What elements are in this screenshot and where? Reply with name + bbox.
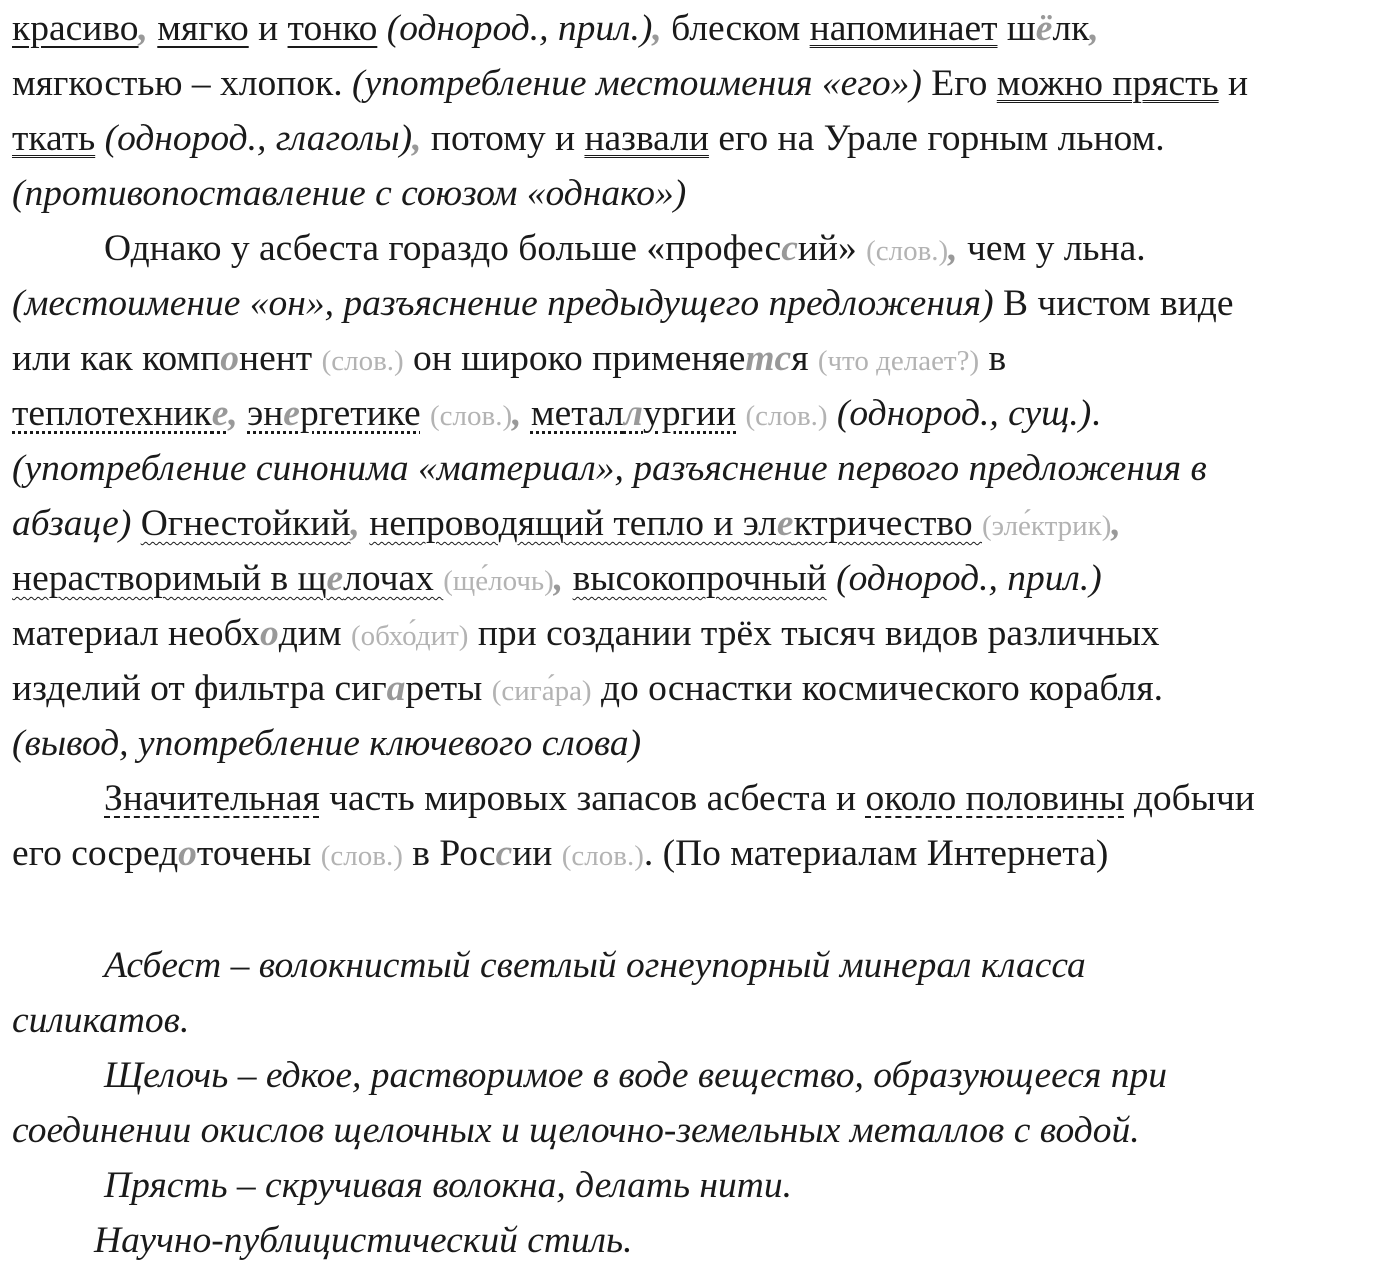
- word-part: метал: [530, 393, 624, 434]
- grammar-note: (местоимение «он», разъяснение предыдущего предложения): [12, 283, 994, 324]
- comma-mark: ,: [948, 228, 958, 269]
- glossary-asbest-line1: [104, 938, 1086, 993]
- grammar-note: абзаце): [12, 503, 132, 544]
- underlined-word: тонко: [287, 8, 378, 49]
- hint-note: (сига́ра): [491, 675, 592, 707]
- text: точены: [196, 833, 321, 874]
- glossary-text: Прясть – скручивая волокна, делать нити.: [104, 1165, 792, 1206]
- paragraph3-line2: [12, 826, 1108, 881]
- underlined-word: высокопрочный: [572, 558, 827, 599]
- text: [377, 8, 386, 49]
- underlined-word: около половины: [865, 778, 1125, 819]
- underlined-word: красиво: [12, 8, 139, 49]
- text: нент: [239, 338, 322, 379]
- paragraph2-line2: [12, 276, 1233, 331]
- text: ий»: [797, 228, 867, 269]
- grammar-note: (однород., прил.): [836, 558, 1102, 599]
- paragraph2-line3: [12, 331, 1006, 386]
- comma-mark: ,: [1089, 8, 1099, 49]
- text: и: [1218, 63, 1249, 104]
- text: потому и: [421, 118, 585, 159]
- text: [421, 393, 430, 434]
- text: и: [248, 8, 288, 49]
- glossary-text: соединении окислов щелочных и щелочно-земельных металлов с водой.: [12, 1110, 1140, 1151]
- word-part: лочах: [343, 558, 444, 599]
- glossary-text: Асбест – волокнистый светлый огнеупорный минерал класса: [104, 945, 1086, 986]
- comma-mark: ,: [1111, 503, 1121, 544]
- text: реты: [405, 668, 492, 709]
- highlighted-letter: а: [386, 668, 406, 709]
- text: .: [1091, 393, 1101, 434]
- highlighted-letter: е: [211, 393, 229, 434]
- paragraph3-line1: [104, 771, 1255, 826]
- underlined-word: [12, 393, 228, 434]
- hint-note: (что делает?): [817, 345, 980, 377]
- comma-mark: ,: [412, 118, 422, 159]
- text: Однако у асбеста гораздо больше «профес: [104, 228, 782, 269]
- underlined-word: [12, 558, 443, 599]
- text: или как комп: [12, 338, 221, 379]
- grammar-note: (однород., сущ.): [836, 393, 1092, 434]
- paragraph2-line7: [12, 551, 1102, 606]
- hint-note: (эле́ктрик): [982, 510, 1112, 542]
- comma-mark: ,: [652, 8, 662, 49]
- comma-mark: ,: [138, 8, 148, 49]
- text: [521, 393, 530, 434]
- paragraph1-line4: [12, 166, 686, 221]
- word-part: эн: [247, 393, 284, 434]
- paragraph2-line6: [12, 496, 1121, 551]
- text: при создании трёх тысяч видов различных: [468, 613, 1160, 654]
- underlined-word: Огнестойкий: [140, 503, 351, 544]
- hint-note: (ще́лочь): [443, 565, 554, 597]
- glossary-shcheloch-line2: [12, 1103, 1140, 1158]
- highlighted-letter: с: [781, 228, 798, 269]
- paragraph2-line4: [12, 386, 1101, 441]
- text: его на Урале горным льном.: [708, 118, 1165, 159]
- text: он широко применяе: [403, 338, 746, 379]
- hint-note: (слов.): [866, 235, 949, 267]
- text: [131, 503, 140, 544]
- hint-note: (обхо́дит): [350, 620, 469, 652]
- highlighted-letter: о: [178, 833, 197, 874]
- paragraph1-line1: [12, 1, 1099, 56]
- glossary-text: Щелочь – едкое, растворимое в воде вещество, образующееся при: [104, 1055, 1168, 1096]
- comma-mark: ,: [228, 393, 238, 434]
- highlighted-letter: о: [259, 613, 279, 654]
- paragraph1-line2: [12, 56, 1248, 111]
- word-part: нерастворимый в щ: [12, 558, 327, 599]
- glossary-pryast: [104, 1158, 792, 1213]
- highlighted-letter: о: [220, 338, 240, 379]
- grammar-note: (вывод, употребление ключевого слова): [12, 723, 642, 764]
- text: Его: [921, 63, 997, 104]
- hint-note: (слов.): [745, 400, 828, 432]
- predicate-word: можно прясть: [996, 63, 1219, 104]
- grammar-note: (употребление синонима «материал», разъяснение первого предложения в: [12, 448, 1207, 489]
- highlighted-letter: ё: [1035, 8, 1053, 49]
- text: я: [791, 338, 818, 379]
- text: в: [979, 338, 1007, 379]
- underlined-word: [247, 393, 421, 434]
- highlighted-letter: л: [623, 393, 644, 434]
- grammar-note: (употребление местоимения «его»): [352, 63, 922, 104]
- highlighted-letter: е: [776, 503, 794, 544]
- hint-note: (слов.): [430, 400, 513, 432]
- highlighted-letter: е: [326, 558, 344, 599]
- grammar-note: (противопоставление с союзом «однако»): [12, 173, 687, 214]
- word-part: ргетике: [299, 393, 421, 434]
- paragraph2-line5: [12, 441, 1207, 496]
- text: блеском: [661, 8, 810, 49]
- predicate-word: назвали: [584, 118, 709, 159]
- text: его сосред: [12, 833, 179, 874]
- style-note-text: Научно-публицистический стиль.: [94, 1220, 633, 1261]
- grammar-note: (однород., глаголы): [104, 118, 413, 159]
- predicate-word: напоминает: [809, 8, 998, 49]
- comma-mark: ,: [512, 393, 522, 434]
- text: в Рос: [402, 833, 496, 874]
- paragraph1-line3: [12, 111, 1165, 166]
- text: ии: [512, 833, 562, 874]
- underlined-word: Значительная: [104, 778, 320, 819]
- text: материал необх: [12, 613, 260, 654]
- hint-note: (слов.): [561, 840, 644, 872]
- style-note: [94, 1213, 632, 1268]
- text: [998, 8, 1007, 49]
- paragraph2-line9: [12, 661, 1163, 716]
- highlighted-letter: с: [495, 833, 513, 874]
- glossary-asbest-line2: [12, 993, 189, 1048]
- underlined-word: [531, 393, 736, 434]
- text: мягкостью – хлопок.: [12, 63, 353, 104]
- word-part: ш: [1006, 8, 1036, 49]
- hint-note: (слов.): [321, 345, 404, 377]
- text: дим: [278, 613, 351, 654]
- highlighted-letter: е: [283, 393, 300, 434]
- grammar-note: (однород., прил.): [386, 8, 653, 49]
- paragraph2-line1: [104, 221, 1146, 276]
- text: добычи: [1124, 778, 1255, 819]
- text: [95, 118, 104, 159]
- predicate-word: ткать: [12, 118, 96, 159]
- text: [360, 503, 369, 544]
- text: В чистом виде: [993, 283, 1234, 324]
- text: чем у льна.: [957, 228, 1146, 269]
- paragraph2-line8: [12, 606, 1160, 661]
- text: [148, 8, 157, 49]
- text: [828, 393, 837, 434]
- text: часть мировых запасов асбеста и: [319, 778, 866, 819]
- underlined-word: мягко: [157, 8, 249, 49]
- word-part: ургии: [643, 393, 737, 434]
- highlighted-letter: тс: [745, 338, 792, 379]
- glossary-shcheloch-line1: [104, 1048, 1167, 1103]
- comma-mark: ,: [350, 503, 360, 544]
- underlined-word: [369, 503, 982, 544]
- text: [238, 393, 247, 434]
- word-part: теплотехник: [12, 393, 212, 434]
- paragraph2-line10: [12, 716, 641, 771]
- hint-note: (слов.): [320, 840, 403, 872]
- text: [827, 558, 836, 599]
- comma-mark: ,: [553, 558, 564, 599]
- word-part: ктричество: [793, 503, 982, 544]
- word-part: лк: [1052, 8, 1090, 49]
- text: до оснастки космического корабля.: [591, 668, 1164, 709]
- text: [563, 558, 572, 599]
- glossary-text: силикатов.: [12, 1000, 190, 1041]
- text: изделий от фильтра сиг: [12, 668, 387, 709]
- word-part: непроводящий тепло и эл: [369, 503, 777, 544]
- text: . (По материалам Интернета): [643, 833, 1109, 874]
